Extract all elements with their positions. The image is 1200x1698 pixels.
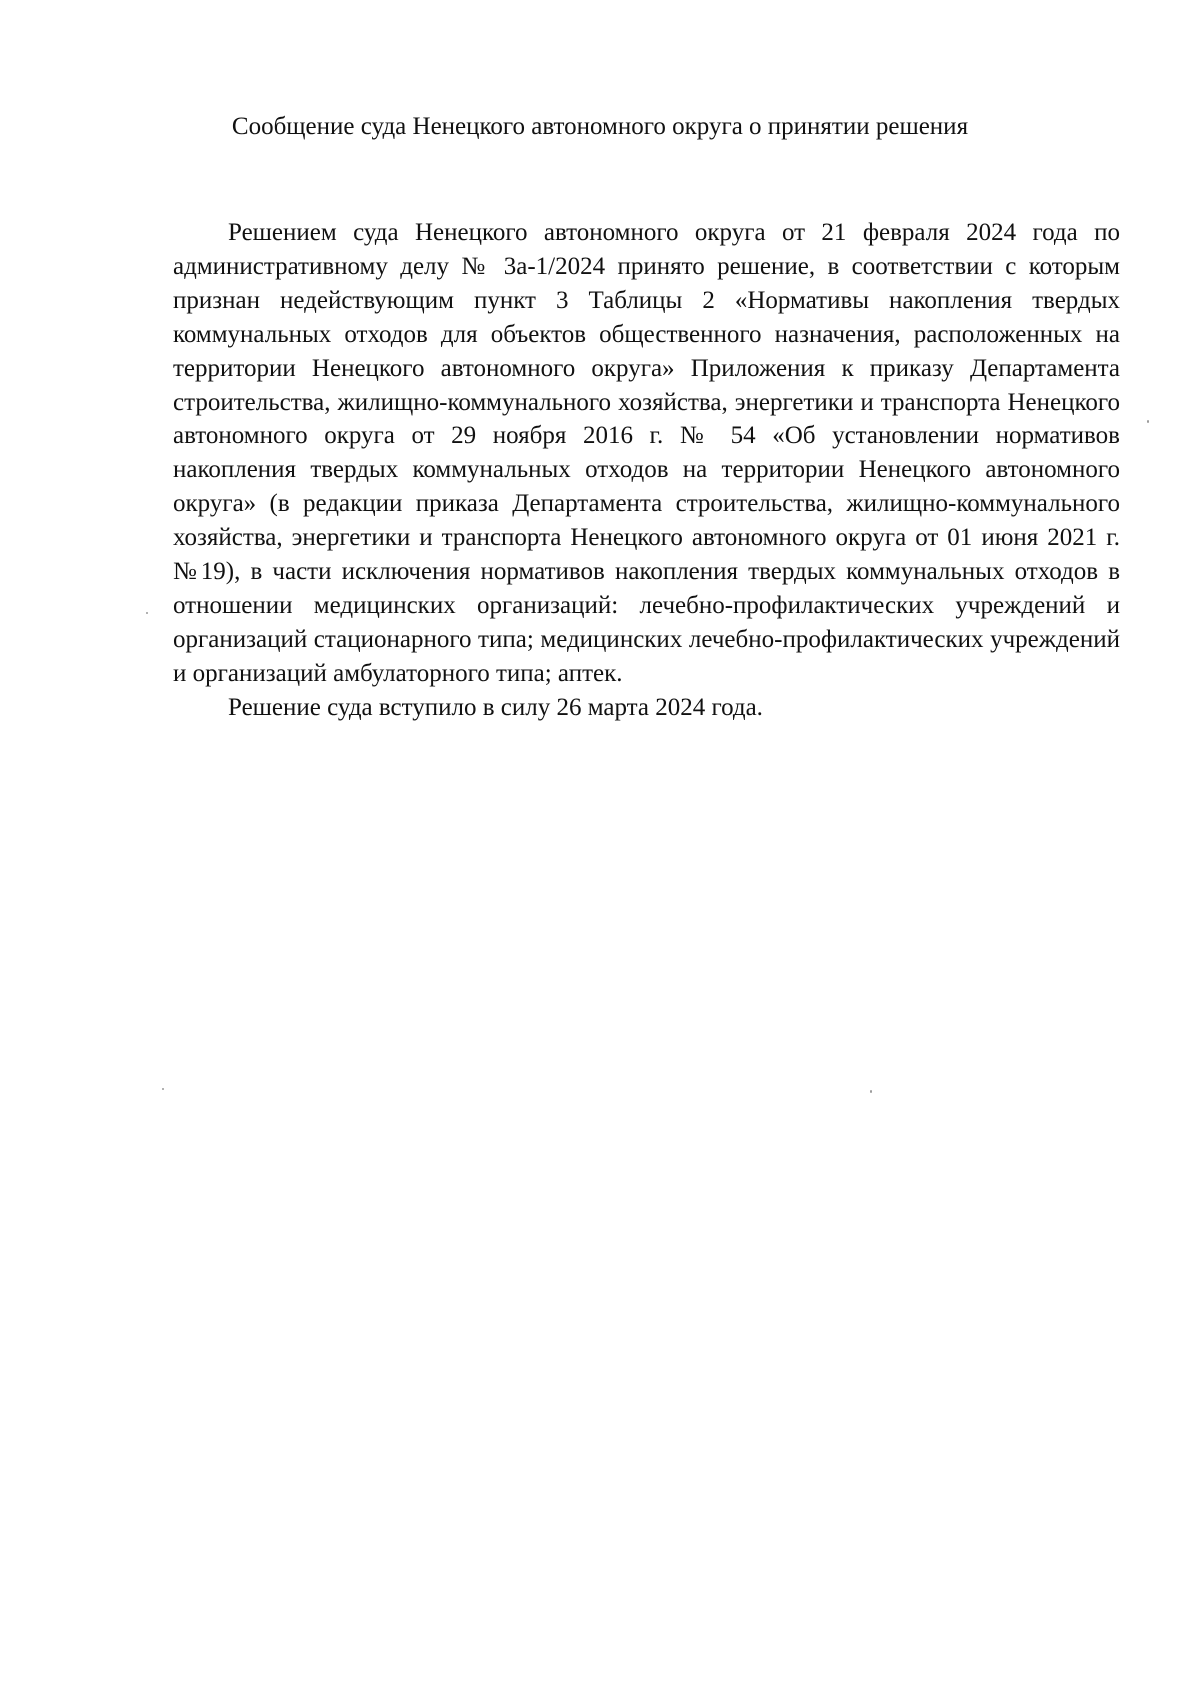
scan-speck <box>1147 420 1149 423</box>
document-body <box>173 216 1120 725</box>
scan-speck <box>870 1090 872 1093</box>
paragraph-decision: Решением суда Ненецкого автономного округа от 21 февраля 2024 года по административному делу № 3а-1/2024 принято решение, в соответствии с которым признан недействующим пункт 3 Таблицы 2 «Нормативы накопления твердых коммунальных отходов для объектов общественного назначения, расположенных на территории Ненецкого автономного округа» Приложения к приказу Департамента строительства, жилищно-коммунального хозяйства, энергетики и транспорта Ненецкого автономного округа от 29 ноября 2016 г. № 54 «Об установлении нормативов накопления твердых коммунальных отходов на территории Ненецкого автономного округа» (в редакции приказа Департамента строительства, жилищно-коммунального хозяйства, энергетики и транспорта Ненецкого автономного округа от 01 июня 2021 г. №19), в части исключения нормативов накопления твердых коммунальных отходов в отношении медицинских организаций: лечебно-профилактических учреждений и организаций стационарного типа; медицинских лечебно-профилактических учреждений и организаций амбулаторного типа; аптек. <box>173 219 1120 687</box>
paragraph-effective-date: Решение суда вступило в силу 26 марта 2024 года. <box>228 693 763 721</box>
scan-speck <box>146 612 148 614</box>
document-title: Сообщение суда Ненецкого автономного округа о принятии решения <box>231 113 969 140</box>
scan-speck <box>162 1088 164 1090</box>
